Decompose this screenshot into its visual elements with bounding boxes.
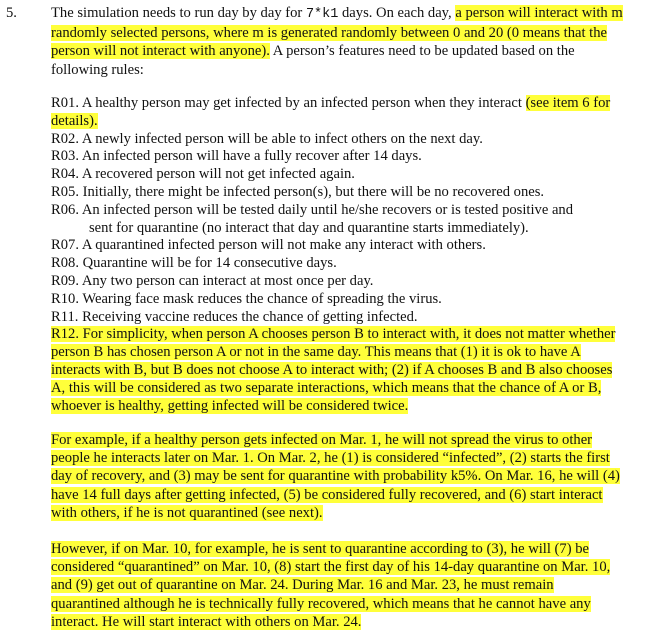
example-1-highlight: For example, if a healthy person gets infected on Mar. 1, he will not spread the virus to other people he interacts later on Mar. 1. On Mar. 2, he (1) is considered “infected”, (2) starts the first day of recovery, and (3) may be sent for quarantine with probability k5%. On Mar. 16, he will (4) have 14 full days after getting infected, (5) be considered fully recovered, and (6) start interact with others, if he is not quarantined (see next). (51, 432, 620, 521)
rule-r02: R02. A newly infected person will be able to infect others on the next day. (51, 130, 483, 147)
rule-r01-text: R01. A healthy person may get infected by an infected person when they interact (51, 95, 526, 111)
rule-r11: R11. Receiving vaccine reduces the chance of getting infected. (51, 308, 418, 325)
example-2-highlight: However, if on Mar. 10, for example, he is sent to quarantine according to (3), he will (7) be considered “quarantined” on Mar. 10, (8) start the first day of his 14-day quarantine on Mar. 10, and (9) get out of quarantine on Mar. 24. During Mar. 16 and Mar. 23, he must remain quarantined although he is technically fully recovered, which means that he cannot have any interact. He will start interact with others on Mar. 24. (51, 541, 611, 630)
rule-r04: R04. A recovered person will not get infected again. (51, 166, 355, 183)
rule-r10: R10. Wearing face mask reduces the chance of spreading the virus. (51, 290, 442, 307)
intro-text-2: days. On each day, (338, 5, 456, 21)
example-paragraph-2 (51, 540, 623, 631)
rule-r01-highlight: (see item 6 for details). (51, 95, 611, 129)
rule-r09: R09. Any two person can interact at most once per day. (51, 272, 374, 289)
rule-r06-continued: sent for quarantine (no interact that day and quarantine starts immediately). (89, 219, 529, 236)
intro-text-1: The simulation needs to run day by day for (51, 5, 306, 21)
rule-r08: R08. Quarantine will be for 14 consecutive days. (51, 255, 337, 272)
intro-text-3: A person’s features need to be updated based on the following rules: (51, 43, 575, 78)
rule-r12 (51, 326, 626, 415)
rule-r12-highlight: R12. For simplicity, when person A chooses person B to interact with, it does not matter whether person B has chosen person A or not in the same day. This means that (1) it is ok to have A interacts with B, but B does not choose A to interact with; (2) if A chooses B and B also chooses A, this will be considered as two separate interactions, which means that the chance of A or B, whoever is healthy, getting infected will be considered twice. (51, 326, 616, 414)
rule-r06: R06. An infected person will be tested daily until he/she recovers or is tested positive and (51, 201, 574, 218)
item-number: 5. (6, 5, 17, 21)
example-paragraph-1 (51, 431, 623, 522)
rule-r03: R03. An infected person will have a fully recover after 14 days. (51, 148, 422, 165)
intro-code: 7*k1 (305, 7, 339, 22)
intro-highlight: a person will interact with m randomly selected persons, where m is generated randomly between 0 and 20 (0 means that the person will not interact with anyone). (51, 5, 623, 60)
intro-paragraph (51, 4, 623, 79)
rules-list (51, 95, 626, 415)
rule-r01 (51, 95, 626, 131)
rule-r07: R07. A quarantined infected person will not make any interact with others. (51, 237, 486, 254)
rule-r05: R05. Initially, there might be infected person(s), but there will be no recovered ones. (51, 183, 545, 200)
